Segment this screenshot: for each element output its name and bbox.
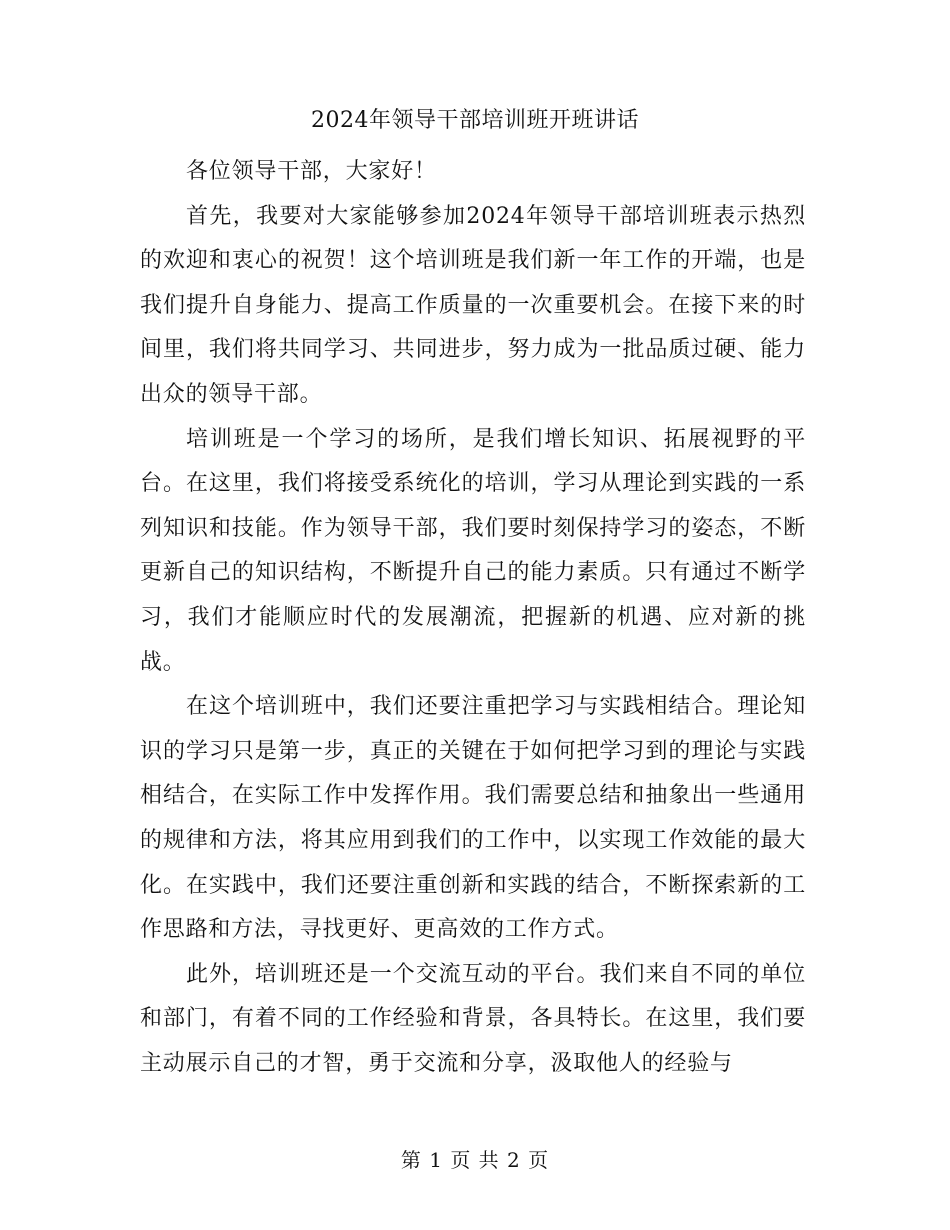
paragraph-2: 培训班是一个学习的场所，是我们增长知识、拓展视野的平台。在这里，我们将接受系统化的培训，学习从理论到实践的一系列知识和技能。作为领导干部，我们要时刻保持学习的姿态，不断更新自己的知识结构，不断提升自己的能力素质。只有通过不断学习，我们才能顺应时代的发展潮流，把握新的机遇、应对新的挑战。 xyxy=(140,426,806,675)
greeting-line: 各位领导干部，大家好！ xyxy=(186,159,437,184)
paragraph-3: 在这个培训班中，我们还要注重把学习与实践相结合。理论知识的学习只是第一步，真正的关键在于如何把学习到的理论与实践相结合，在实际工作中发挥作用。我们需要总结和抽象出一些通用的规律和方法，将其应用到我们的工作中，以实现工作效能的最大化。在实践中，我们还要注重创新和实践的结合，不断探索新的工作思路和方法，寻找更好、更高效的工作方式。 xyxy=(140,694,806,943)
document-title: 2024年领导干部培训班开班讲话 xyxy=(311,108,639,133)
paragraph-1: 首先，我要对大家能够参加2024年领导干部培训班表示热烈的欢迎和衷心的祝贺！这个培训班是我们新一年工作的开端，也是我们提升自身能力、提高工作质量的一次重要机会。在接下来的时间里，我们将共同学习、共同进步，努力成为一批品质过硬、能力出众的领导干部。 xyxy=(140,203,806,407)
document-body xyxy=(140,150,806,1086)
page-number-footer: 第 1 页 共 2 页 xyxy=(400,1148,550,1172)
paragraph-4: 此外，培训班还是一个交流互动的平台。我们来自不同的单位和部门，有着不同的工作经验和背景，各具特长。在这里，我们要主动展示自己的才智，勇于交流和分享，汲取他人的经验与 xyxy=(140,961,806,1076)
